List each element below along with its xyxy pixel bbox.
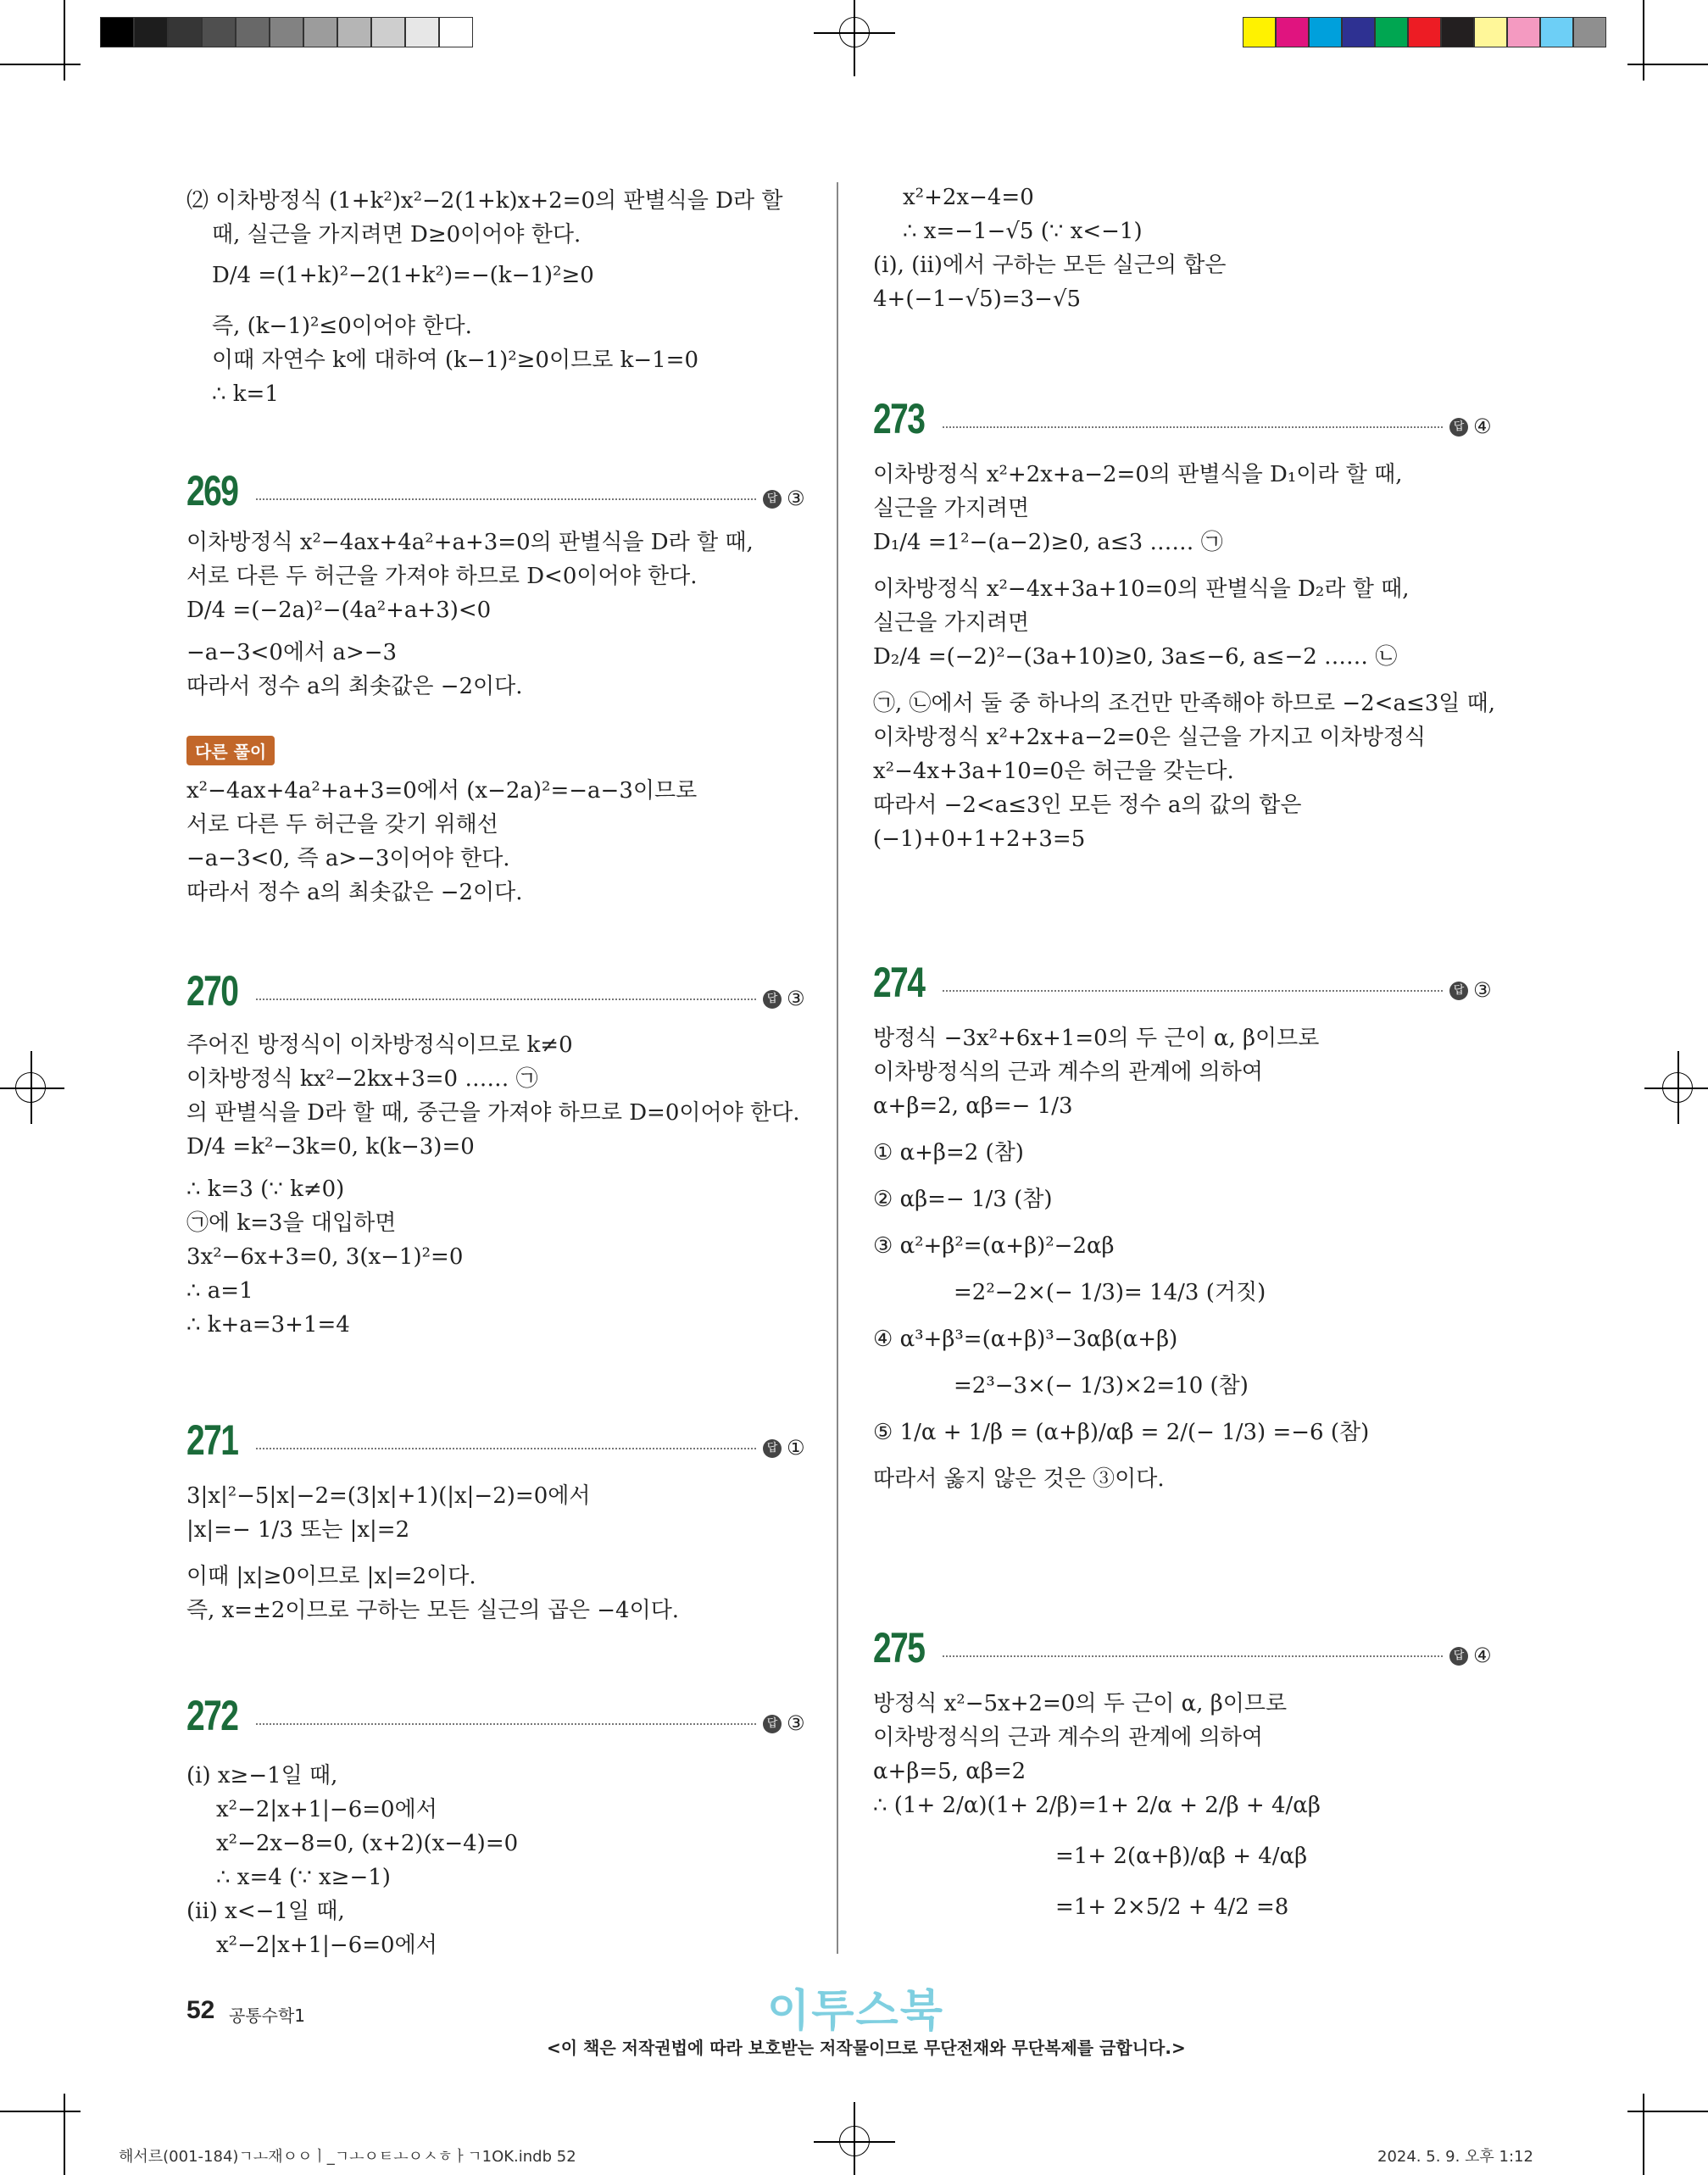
color-swatch xyxy=(1243,17,1276,47)
crop-mark xyxy=(0,64,81,65)
publisher-logo: 이투스북 xyxy=(767,1986,944,2037)
text-line: 이때 자연수 k에 대하여 (k−1)²≥0이므로 k−1=0 xyxy=(212,348,698,373)
answer-icon: 답 xyxy=(763,490,782,509)
text-line: 이차방정식 x²+2x+a−2=0은 실근을 가지고 이차방정식 xyxy=(873,725,1427,750)
dotted-leader xyxy=(256,1448,756,1449)
color-swatch xyxy=(1573,17,1606,47)
dotted-leader xyxy=(943,426,1443,428)
text-line: 이차방정식 x²−4x+3a+10=0의 판별식을 D₂라 할 때, xyxy=(873,576,1410,602)
answer-label xyxy=(1449,978,1492,1002)
text-line: ∴ k=1 xyxy=(212,381,279,407)
text-line: x²−4ax+4a²+a+3=0에서 (x−2a)²=−a−3이므로 xyxy=(186,778,698,804)
crop-mark xyxy=(64,0,65,81)
text-line: ∴ k=3 (∵ k≠0) xyxy=(186,1177,345,1202)
problem-number: 274 xyxy=(873,959,925,1006)
text-line: ㉠, ㉡에서 둘 중 하나의 조건만 만족해야 하므로 −2<a≤3일 때, xyxy=(873,691,1496,716)
text-line: x²−2|x+1|−6=0에서 xyxy=(216,1933,437,1958)
copyright-notice: <이 책은 저작권법에 따라 보호받는 저작물이므로 무단전재와 무단복제를 금합니다.> xyxy=(547,2038,1186,2058)
text-line: (−1)+0+1+2+3=5 xyxy=(873,826,1086,852)
problem-number: 273 xyxy=(873,395,925,442)
answer-icon: 답 xyxy=(1449,982,1468,1000)
color-swatch xyxy=(1375,17,1408,47)
answer-icon: 답 xyxy=(763,1439,782,1458)
file-name: 해서르(001-184)ㄱㅗ재ㅇㅇㅣ_ㄱㅗㅇㅌㅗㅇㅅㅎㅏㄱ1OK.indb 52 xyxy=(119,2148,576,2166)
print-date: 2024. 5. 9. 오후 1:12 xyxy=(1377,2148,1533,2166)
text-line: (i), (ii)에서 구하는 모든 실근의 합은 xyxy=(873,253,1227,278)
problem-number: 271 xyxy=(186,1416,238,1464)
text-line: ⑵ 이차방정식 (1+k²)x²−2(1+k)x+2=0의 판별식을 D라 할 xyxy=(186,188,783,214)
dotted-leader xyxy=(256,1723,756,1725)
answer-label xyxy=(1449,414,1492,438)
registration-mark xyxy=(854,2102,855,2175)
text-line: 3x²−6x+3=0, 3(x−1)²=0 xyxy=(186,1244,464,1270)
text-line: 이차방정식 kx²−2kx+3=0 …… ㉠ xyxy=(186,1066,538,1092)
text-line: =1+ 2(α+β)/αβ + 4/αβ xyxy=(1055,1844,1308,1869)
text-line: 이때 |x|≥0이므로 |x|=2이다. xyxy=(186,1564,476,1589)
text-line: D/4 =(1+k)²−2(1+k²)=−(k−1)²≥0 xyxy=(212,263,594,288)
registration-mark xyxy=(854,0,855,76)
text-line: −a−3<0에서 a>−3 xyxy=(186,640,398,665)
text-line: −a−3<0, 즉 a>−3이어야 한다. xyxy=(186,846,510,871)
dotted-leader xyxy=(256,498,756,500)
text-line: ㉠에 k=3을 대입하면 xyxy=(186,1210,397,1236)
text-line: x²−2|x+1|−6=0에서 xyxy=(216,1797,437,1822)
gray-swatch xyxy=(439,17,473,47)
page-number: 52 xyxy=(186,1996,215,2024)
text-line: (ii) x<−1일 때, xyxy=(186,1899,345,1924)
text-line: 서로 다른 두 허근을 가져야 하므로 D<0이어야 한다. xyxy=(186,564,698,589)
text-line: ③ α²+β²=(α+β)²−2αβ xyxy=(873,1233,1115,1259)
gray-swatch xyxy=(168,17,202,47)
registration-mark xyxy=(0,1088,64,1089)
crop-mark xyxy=(1627,2111,1708,2112)
dotted-leader xyxy=(943,990,1443,992)
color-swatch xyxy=(1474,17,1507,47)
text-line: ⑤ 1/α + 1/β = (α+β)/αβ = 2/(− 1/3) =−6 (참) xyxy=(873,1420,1370,1445)
gray-swatch xyxy=(100,17,134,47)
text-line: 즉, (k−1)²≤0이어야 한다. xyxy=(212,314,472,339)
text-line: ② αβ=− 1/3 (참) xyxy=(873,1187,1053,1212)
text-line: 따라서 옳지 않은 것은 ③이다. xyxy=(873,1466,1165,1492)
alt-solution-badge: 다른 풀이 xyxy=(186,736,275,765)
color-swatch xyxy=(1342,17,1375,47)
gray-swatch xyxy=(337,17,371,47)
text-line: 이차방정식의 근과 계수의 관계에 의하여 xyxy=(873,1725,1264,1750)
text-line: D₂/4 =(−2)²−(3a+10)≥0, 3a≤−6, a≤−2 …… ㉡ xyxy=(873,644,1398,670)
text-line: ∴ x=−1−√5 (∵ x<−1) xyxy=(903,219,1143,244)
answer-label xyxy=(763,1436,805,1460)
text-line: 이차방정식의 근과 계수의 관계에 의하여 xyxy=(873,1060,1264,1085)
color-swatch xyxy=(1408,17,1441,47)
dotted-leader xyxy=(256,998,756,1000)
gray-swatch xyxy=(134,17,168,47)
text-line: ④ α³+β³=(α+β)³−3αβ(α+β) xyxy=(873,1327,1178,1352)
text-line: D₁/4 =1²−(a−2)≥0, a≤3 …… ㉠ xyxy=(873,530,1223,555)
problem-number: 275 xyxy=(873,1624,925,1672)
crop-mark xyxy=(1643,0,1644,81)
text-line: =2³−3×(− 1/3)×2=10 (참) xyxy=(954,1373,1249,1399)
text-line: 따라서 −2<a≤3인 모든 정수 a의 값의 합은 xyxy=(873,793,1302,818)
color-swatch xyxy=(1309,17,1342,47)
crop-mark xyxy=(1627,64,1708,65)
text-line: 실근을 가지려면 xyxy=(873,610,1030,636)
answer-value: ④ xyxy=(1473,1644,1492,1667)
answer-icon: 답 xyxy=(1449,418,1468,437)
text-line: =1+ 2×5/2 + 4/2 =8 xyxy=(1055,1894,1289,1920)
answer-value: ③ xyxy=(787,1711,805,1735)
answer-value: ③ xyxy=(787,987,805,1010)
text-line: α+β=2, αβ=− 1/3 xyxy=(873,1093,1073,1119)
text-line: 따라서 정수 a의 최솟값은 −2이다. xyxy=(186,880,523,905)
crop-mark xyxy=(1643,2094,1644,2175)
problem-number: 270 xyxy=(186,967,238,1015)
color-swatch xyxy=(1540,17,1573,47)
text-line: 서로 다른 두 허근을 갖기 위해선 xyxy=(186,812,498,837)
dotted-leader xyxy=(943,1655,1443,1657)
color-swatch xyxy=(1276,17,1309,47)
text-line: ∴ (1+ 2/α)(1+ 2/β)=1+ 2/α + 2/β + 4/αβ xyxy=(873,1793,1321,1818)
text-line: x²+2x−4=0 xyxy=(903,185,1034,210)
text-line: 이차방정식 x²+2x+a−2=0의 판별식을 D₁이라 할 때, xyxy=(873,462,1403,487)
text-line: 때, 실근을 가지려면 D≥0이어야 한다. xyxy=(212,222,581,248)
registration-mark xyxy=(1644,1088,1708,1089)
text-line: x²−2x−8=0, (x+2)(x−4)=0 xyxy=(216,1831,519,1856)
text-line: 실근을 가지려면 xyxy=(873,496,1030,521)
text-line: ① α+β=2 (참) xyxy=(873,1140,1024,1165)
problem-number: 272 xyxy=(186,1692,238,1739)
crop-mark xyxy=(0,2111,81,2112)
text-line: 주어진 방정식이 이차방정식이므로 k≠0 xyxy=(186,1032,573,1058)
text-line: (i) x≥−1일 때, xyxy=(186,1763,338,1788)
answer-value: ① xyxy=(787,1436,805,1460)
answer-value: ③ xyxy=(787,487,805,510)
color-swatch xyxy=(1507,17,1540,47)
text-line: 이차방정식 x²−4ax+4a²+a+3=0의 판별식을 D라 할 때, xyxy=(186,530,754,555)
text-line: 따라서 정수 a의 최솟값은 −2이다. xyxy=(186,674,523,699)
text-line: ∴ x=4 (∵ x≥−1) xyxy=(216,1865,391,1890)
text-line: 방정식 −3x²+6x+1=0의 두 근이 α, β이므로 xyxy=(873,1026,1320,1051)
gray-swatch xyxy=(202,17,236,47)
text-line: 즉, x=±2이므로 구하는 모든 실근의 곱은 −4이다. xyxy=(186,1598,680,1623)
text-line: 방정식 x²−5x+2=0의 두 근이 α, β이므로 xyxy=(873,1691,1288,1716)
answer-icon: 답 xyxy=(1449,1647,1468,1666)
text-line: 3|x|²−5|x|−2=(3|x|+1)(|x|−2)=0에서 xyxy=(186,1483,591,1509)
gray-swatch xyxy=(303,17,337,47)
answer-label xyxy=(763,1711,805,1735)
text-line: 4+(−1−√5)=3−√5 xyxy=(873,286,1082,312)
answer-icon: 답 xyxy=(763,990,782,1009)
answer-label xyxy=(763,487,805,510)
book-title: 공통수학1 xyxy=(229,2005,306,2026)
gray-swatch xyxy=(371,17,405,47)
text-line: =2²−2×(− 1/3)= 14/3 (거짓) xyxy=(954,1280,1266,1305)
text-line: 의 판별식을 D라 할 때, 중근을 가져야 하므로 D=0이어야 한다. xyxy=(186,1100,800,1126)
color-swatch xyxy=(1441,17,1474,47)
gray-swatch xyxy=(405,17,439,47)
column-divider xyxy=(837,182,838,1954)
crop-mark xyxy=(64,2094,65,2175)
answer-label xyxy=(1449,1644,1492,1667)
text-line: |x|=− 1/3 또는 |x|=2 xyxy=(186,1517,410,1543)
problem-number: 269 xyxy=(186,467,238,515)
answer-label xyxy=(763,987,805,1010)
answer-value: ③ xyxy=(1473,978,1492,1002)
answer-icon: 답 xyxy=(763,1715,782,1733)
text-line: ∴ a=1 xyxy=(186,1278,253,1304)
text-line: ∴ k+a=3+1=4 xyxy=(186,1312,350,1338)
text-line: D/4 =(−2a)²−(4a²+a+3)<0 xyxy=(186,598,492,623)
registration-mark xyxy=(31,1051,32,1124)
gray-swatch xyxy=(270,17,303,47)
text-line: D/4 =k²−3k=0, k(k−3)=0 xyxy=(186,1134,475,1160)
answer-value: ④ xyxy=(1473,414,1492,438)
gray-swatch xyxy=(236,17,270,47)
text-line: α+β=5, αβ=2 xyxy=(873,1759,1026,1784)
text-line: x²−4x+3a+10=0은 허근을 갖는다. xyxy=(873,759,1234,784)
registration-mark xyxy=(1677,1051,1679,1124)
